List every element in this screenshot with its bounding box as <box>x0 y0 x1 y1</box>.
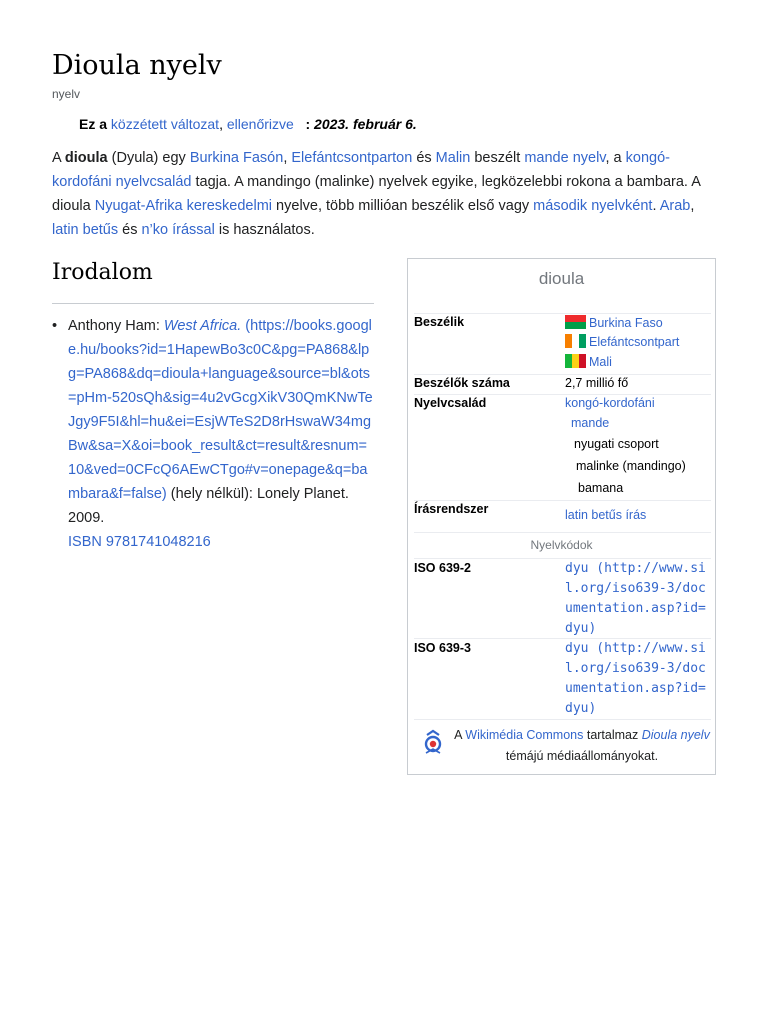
family-nyugati-csoport: nyugati csoport <box>574 437 659 451</box>
label-irasrendszer: Írásrendszer <box>414 502 489 516</box>
label-iso-639-3[interactable]: ISO 639-3 <box>414 641 471 655</box>
label-nyelvcsalad[interactable]: Nyelvcsalád <box>414 396 487 410</box>
value-iso-639-3[interactable]: dyu (http://www.sil.org/iso639-3/documentation.asp?id=dyu) <box>565 641 706 716</box>
page-title: Dioula nyelv <box>52 50 222 81</box>
intro-text: beszélt <box>470 150 525 166</box>
label-beszelik: Beszélik <box>414 315 465 329</box>
isbn-link[interactable]: ISBN 9781741048216 <box>68 534 211 550</box>
commons-notice <box>422 725 712 767</box>
intro-text: nyelve, több millióan beszélik első vagy <box>272 198 534 214</box>
link-nko-iras[interactable]: n’ko írással <box>141 222 215 238</box>
page-subtitle: nyelv <box>52 87 81 101</box>
list-item <box>52 314 374 554</box>
infobox-divider <box>414 532 711 533</box>
intro-text: tagja. A mandingo (malinke) nyelvek egyike, legközelebbi rokona a bambara. A dioula <box>52 174 701 214</box>
link-arab[interactable]: Arab <box>659 198 691 214</box>
intro-text: , <box>690 198 695 214</box>
link-mali-country[interactable]: Mali <box>589 355 612 369</box>
commons-topic-link[interactable]: Dioula nyelv <box>641 728 710 742</box>
revision-prefix: Ez a <box>79 116 108 132</box>
ref-author: Anthony Ham: <box>68 318 164 334</box>
country-row[interactable] <box>565 354 612 369</box>
family-mande[interactable]: mande <box>571 416 610 430</box>
link-kongo-kordofani[interactable]: kongó-kordofáni nyelvcsalád <box>52 150 670 190</box>
commons-text: tartalmaz <box>583 728 642 742</box>
label-beszelok-szama: Beszélők száma <box>414 376 510 390</box>
commons-text: témájú médiaállományokat. <box>505 749 659 763</box>
country-row[interactable] <box>565 315 663 330</box>
commons-link[interactable]: Wikimédia Commons <box>465 728 584 742</box>
commons-text: A <box>454 728 466 742</box>
intro-paragraph <box>52 146 702 242</box>
infobox-divider <box>414 719 711 720</box>
section-divider <box>52 303 374 304</box>
ref-book-link[interactable]: West Africa. <box>163 318 242 334</box>
infobox-divider <box>414 313 711 314</box>
intro-text: . <box>652 198 660 214</box>
reference-list <box>52 314 374 554</box>
link-elefantcsontpart[interactable]: Elefántcsontparton <box>291 150 413 166</box>
revision-date: 2023. február 6. <box>314 116 417 132</box>
link-burkina-faso-country[interactable]: Burkina Faso <box>589 316 663 330</box>
infobox-divider <box>414 500 711 501</box>
link-elefantcsontpart-country[interactable]: Elefántcsontpart <box>589 335 680 349</box>
mali-flag-icon <box>565 354 586 368</box>
family-bamana: bamana <box>578 481 624 495</box>
intro-text: és <box>412 150 436 166</box>
ref-url-link[interactable]: (https://books.google.hu/books?id=1HapewBo3c0C&pg=PA868&lpg=PA868&dq=dioula+language&source=bl&ots=pHm-520sQh&sig=4u2vGcgXikV30QmKNwTeJgy9F5I&hl=hu&ei=EsjWTeS2D8rHswaW34mgBw&sa=X&oi=book_result&ct=result&resnum=10&ved=0CFcQ6AEwCTgo#v=onepage&q=bambara&f=false) <box>68 318 373 502</box>
infobox-divider <box>414 374 711 375</box>
value-beszelok-szama: 2,7 millió fő <box>565 376 629 390</box>
link-burkina-faso[interactable]: Burkina Fasón <box>189 150 284 166</box>
revision-colon: : <box>305 116 311 132</box>
ref-publisher: (hely nélkül): Lonely Planet. 2009. <box>68 486 349 526</box>
intro-text: is használatos. <box>214 222 315 238</box>
link-mande-nyelv[interactable]: mande nyelv <box>524 150 606 166</box>
link-latin-betus[interactable]: latin betűs <box>52 222 119 238</box>
checked-link[interactable]: ellenőrizve <box>226 116 294 132</box>
family-malinke: malinke (mandingo) <box>576 459 686 473</box>
infobox-title: dioula <box>538 269 585 288</box>
intro-text: és <box>118 222 142 238</box>
cote-divoire-flag-icon <box>565 334 586 348</box>
value-irasrendszer[interactable]: latin betűs írás <box>565 508 647 522</box>
link-mali[interactable]: Malin <box>435 150 471 166</box>
label-iso-639-2[interactable]: ISO 639-2 <box>414 561 471 575</box>
country-row[interactable] <box>565 334 679 349</box>
revision-notice <box>79 116 417 132</box>
intro-text: (Dyula) egy <box>107 150 190 166</box>
section-heading-irodalom: Irodalom <box>52 260 153 285</box>
intro-text: , <box>283 150 292 166</box>
section-nyelvkodok: Nyelvkódok <box>530 538 593 552</box>
intro-text: , a <box>605 150 626 166</box>
value-iso-639-2[interactable]: dyu (http://www.sil.org/iso639-3/documentation.asp?id=dyu) <box>565 561 706 636</box>
link-masodik-nyelv[interactable]: második nyelvként <box>533 198 653 214</box>
family-kongo-kordofani[interactable]: kongó-kordofáni <box>565 396 655 410</box>
revision-sep: , <box>219 116 223 132</box>
infobox-divider <box>414 394 711 395</box>
infobox <box>407 258 716 775</box>
burkina-faso-flag-icon <box>565 315 586 329</box>
link-nyugat-afrika[interactable]: Nyugat-Afrika kereskedelmi <box>94 198 273 214</box>
intro-text: A <box>52 150 65 166</box>
published-version-link[interactable]: közzétett változat <box>110 116 220 132</box>
intro-bold-term: dioula <box>64 150 108 166</box>
wikimedia-commons-icon <box>422 729 444 755</box>
